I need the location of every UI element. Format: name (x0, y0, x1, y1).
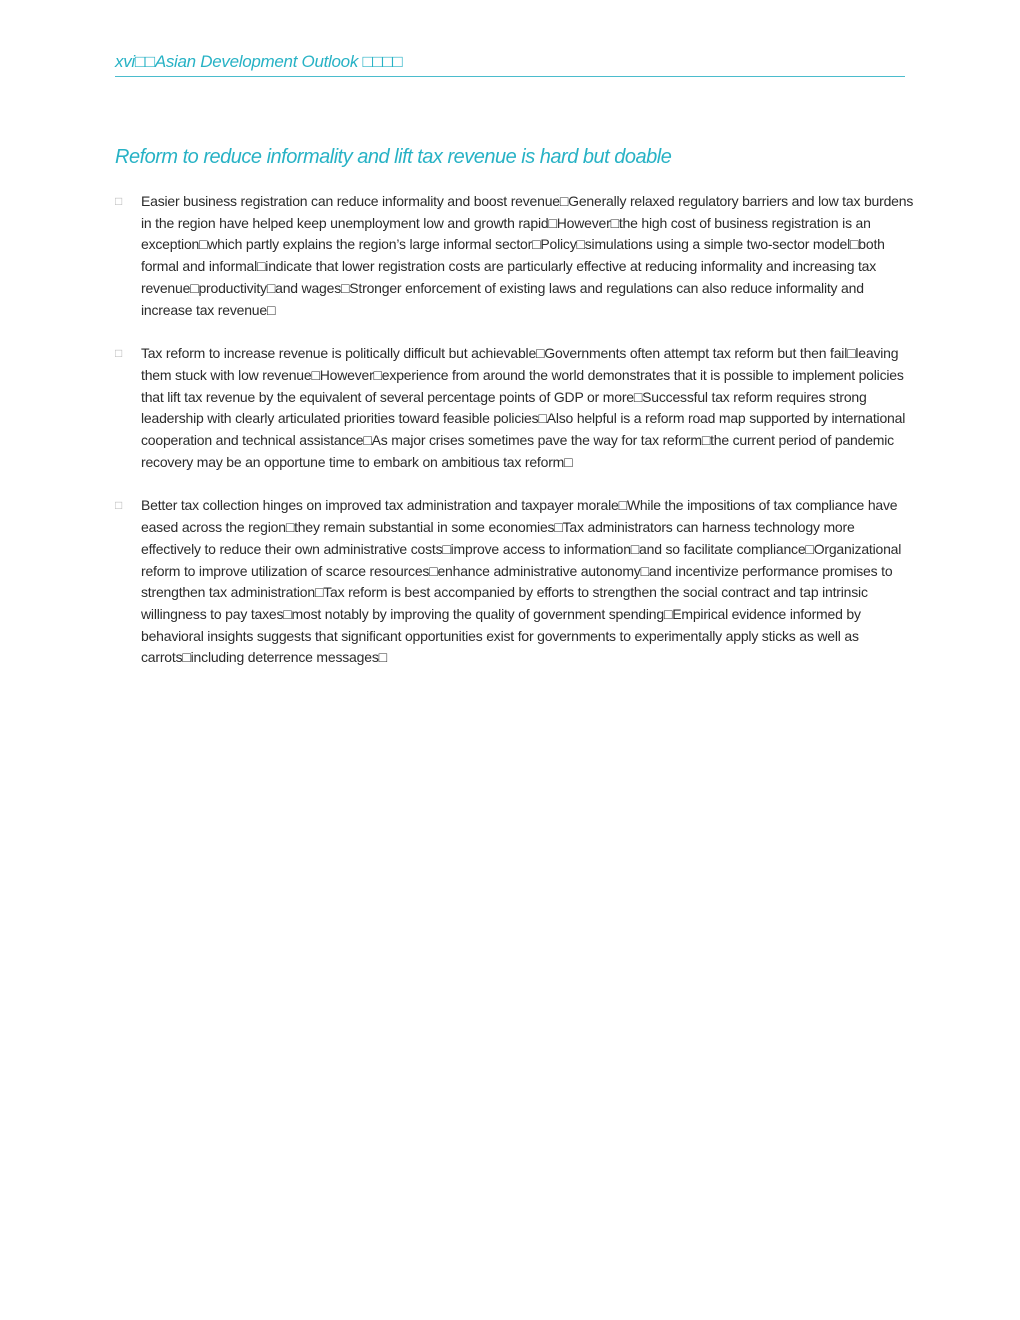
bullet-item-tax-reform (115, 343, 915, 473)
bullet-list (115, 191, 915, 691)
running-header-title: xvi□□Asian Development Outlook □□□□ (115, 52, 403, 71)
bullet-marker-icon: □ (115, 498, 123, 513)
bullet-item-registration (115, 191, 915, 321)
bullet-marker-icon: □ (115, 346, 123, 361)
bullet-item-tax-collection (115, 495, 915, 669)
running-header (115, 52, 905, 77)
section-title: Reform to reduce informality and lift tax revenue is hard but doable (115, 146, 672, 168)
bullet-marker-icon: □ (115, 194, 123, 208)
bullet-text: Tax reform to increase revenue is politically difficult but achievable□Governments often attempt tax reform but then fail□leaving them stuck with low revenue□However□experience from around the world demonstrates that it is possible to implement policies that lift tax revenue by the equivalent of several percentage points of GDP or more□Successful tax reform requires strong leadership with clearly articulated priorities toward feasible policies□Also helpful is a reform road map supported by international cooperation and technical assistance□As major crises sometimes pave the way for tax reform□the current period of pandemic recovery may be an opportune time to embark on ambitious tax reform□ (141, 345, 906, 470)
bullet-text: Easier business registration can reduce informality and boost revenue□Generally relaxed regulatory barriers and low tax burdens in the region have helped keep unemployment low and growth rapid□However□the high cost of business registration is an exception□which partly explains the region’s large informal sector□Policy□simulations using a simple two-sector model□both formal and informal□indicate that lower registration costs are particularly effective at reducing informality and increasing tax revenue□productivity□and wages□Stronger enforcement of existing laws and regulations can also reduce informality and increase tax revenue□ (141, 193, 914, 318)
bullet-text: Better tax collection hinges on improved tax administration and taxpayer morale□While the impositions of tax compliance have eased across the region□they remain substantial in some economies□Tax administrators can harness technology more effectively to reduce their own administrative costs□improve access to information□and so facilitate compliance□Organizational reform to improve utilization of scarce resources□enhance administrative autonomy□and incentivize performance promises to strengthen tax administration□Tax reform is best accompanied by efforts to strengthen the social contract and tap intrinsic willingness to pay taxes□most notably by improving the quality of government spending□Empirical evidence informed by behavioral insights suggests that significant opportunities exist for governments to experimentally apply sticks as well as carrots□including deterrence messages□ (141, 497, 902, 666)
